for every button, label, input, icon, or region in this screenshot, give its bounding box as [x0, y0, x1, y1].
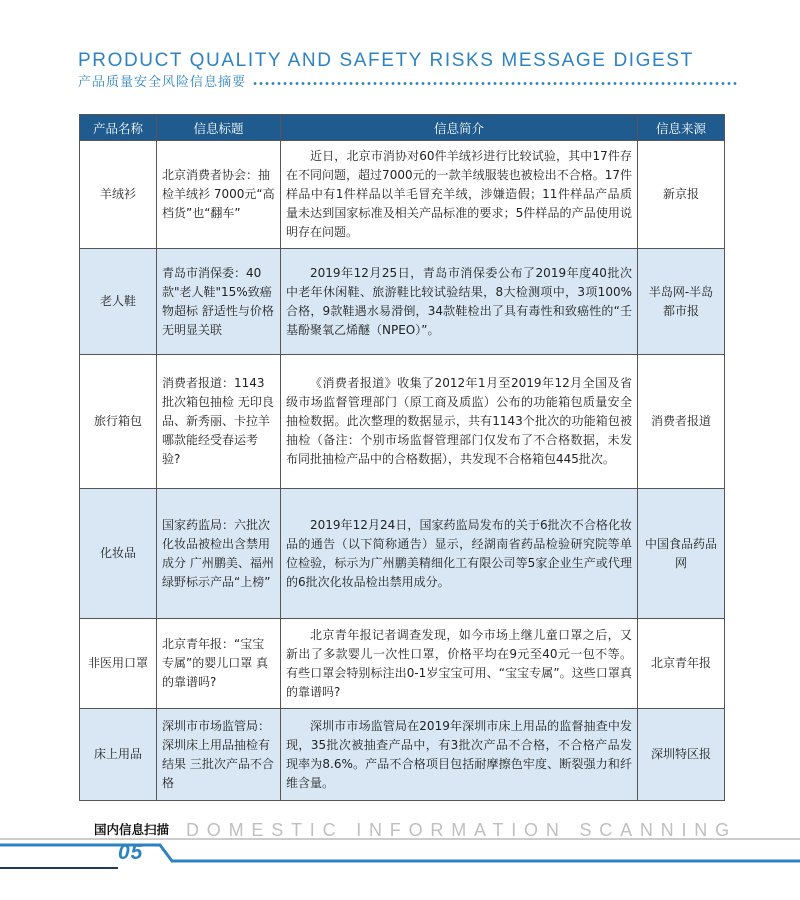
- product-name: 非医用口罩: [80, 619, 157, 709]
- header-subtitle-row: [78, 75, 738, 91]
- table-row: [80, 141, 725, 249]
- page-footer: [0, 820, 800, 880]
- info-title: 北京青年报：“宝宝专属”的婴儿口罩 真的靠谱吗?: [157, 619, 281, 709]
- table-row: [80, 709, 725, 801]
- info-summary: [281, 619, 638, 709]
- info-summary: [281, 709, 638, 801]
- info-source: 深圳特区报: [638, 709, 725, 801]
- table-row: [80, 489, 725, 619]
- column-header-product: 产品名称: [80, 115, 157, 141]
- info-summary: [281, 249, 638, 355]
- header-title-en: PRODUCT QUALITY AND SAFETY RISKS MESSAGE DIGEST: [78, 50, 694, 71]
- info-summary: [281, 489, 638, 619]
- column-header-summary: 信息简介: [281, 115, 638, 141]
- info-summary-text: 2019年12月24日，国家药监局发布的关于6批次不合格化妆品的通告（以下简称通告）显示，经湖南省药品检验研究院等单位检验，标示为广州鹏美精细化工有限公司等5家企业生产或代理的6批次化妆品检出禁用成分。: [286, 517, 632, 589]
- section-label-cn: 国内信息扫描: [94, 822, 170, 837]
- info-source: 新京报: [638, 141, 725, 249]
- table-row: [80, 249, 725, 355]
- info-summary: [281, 355, 638, 489]
- info-summary-text: 深圳市市场监管局在2019年深圳市床上用品的监督抽查中发现，35批次被抽查产品中，有3批次产品不合格，不合格产品发现率为8.6%。产品不合格项目包括耐摩擦色牢度、断裂强力和纤维含量。: [286, 718, 632, 790]
- table-header-row: [80, 115, 725, 141]
- info-source: 中国食品药品网: [638, 489, 725, 619]
- digest-table: [79, 114, 725, 801]
- info-title: 深圳市市场监管局：深圳床上用品抽检有结果 三批次产品不合格: [157, 709, 281, 801]
- column-header-title: 信息标题: [157, 115, 281, 141]
- page-number: 05: [118, 841, 144, 864]
- table-row: [80, 355, 725, 489]
- info-source: 半岛网-半岛都市报: [638, 249, 725, 355]
- section-label-en: DOMESTIC INFORMATION SCANNING: [186, 820, 737, 840]
- info-source: 北京青年报: [638, 619, 725, 709]
- header-title-cn: 产品质量安全风险信息摘要: [78, 75, 247, 90]
- info-source: 消费者报道: [638, 355, 725, 489]
- info-title: 国家药监局：六批次化妆品被检出含禁用成分 广州鹏美、福州绿野标示产品“上榜”: [157, 489, 281, 619]
- column-header-source: 信息来源: [638, 115, 725, 141]
- info-summary-text: 北京青年报记者调查发现，如今市场上继儿童口罩之后，又新出了多款婴儿一次性口罩，价格平均在9元至40元一包不等。有些口罩会特别标注出0-1岁宝宝可用、“宝宝专属”。这些口罩真的靠谱吗?: [286, 627, 632, 699]
- product-name: 化妆品: [80, 489, 157, 619]
- info-summary-text: 《消费者报道》收集了2012年1月至2019年12月全国及省级市场监督管理部门（原工商及质监）公布的功能箱包质量安全抽检数据。此次整理的数据显示，共有1143个批次的功能箱包被抽检（备注：个别市场监督管理部门仅发布了不合格数据，未发布同批抽检产品中的合格数据），共发现不合格箱包445批次。: [286, 376, 632, 466]
- info-title: 北京消费者协会：抽检羊绒衫 7000元“高档货”也“翻车”: [157, 141, 281, 249]
- product-name: 床上用品: [80, 709, 157, 801]
- product-name: 老人鞋: [80, 249, 157, 355]
- table-row: [80, 619, 725, 709]
- dotted-divider: [252, 82, 738, 85]
- info-title: 消费者报道：1143批次箱包抽检 无印良品、新秀丽、卡拉羊哪款能经受春运考验?: [157, 355, 281, 489]
- info-summary-text: 2019年12月25日，青岛市消保委公布了2019年度40批次中老年休闲鞋、旅游鞋比较试验结果，8大检测项中，3项100%合格，9款鞋遇水易滑倒，34款鞋检出了具有毒性和致癌性的“壬基酚聚氧乙烯醚（NPEO）”。: [286, 265, 632, 337]
- info-summary: [281, 141, 638, 249]
- page-header: [78, 50, 738, 91]
- product-name: 羊绒衫: [80, 141, 157, 249]
- info-summary-text: 近日，北京市消协对60件羊绒衫进行比较试验，其中17件存在不同问题，超过7000元的一款羊绒服装也被检出不合格。17件样品中有1件样品以羊毛冒充羊绒，涉嫌造假；11件样品产品质量未达到国家标准及相关产品标准的要求；5件样品的产品使用说明存在问题。: [286, 149, 632, 239]
- product-name: 旅行箱包: [80, 355, 157, 489]
- info-title: 青岛市消保委：40款"老人鞋"15%致癌物超标 舒适性与价格无明显关联: [157, 249, 281, 355]
